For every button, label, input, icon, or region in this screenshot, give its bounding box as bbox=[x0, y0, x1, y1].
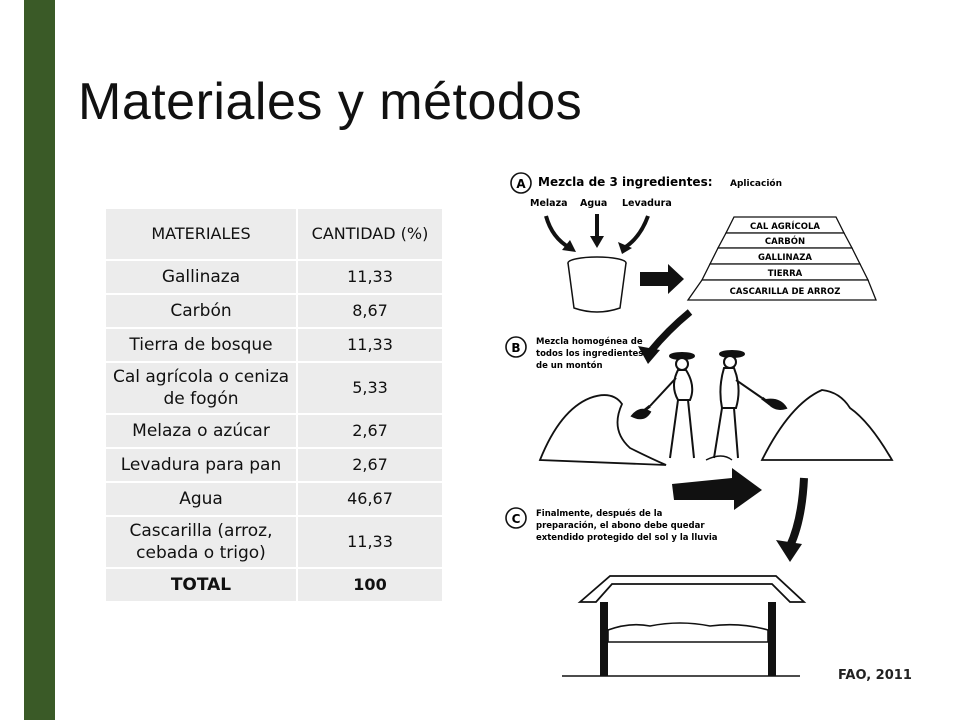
step-c-line-1: Finalmente, después de la bbox=[536, 509, 663, 519]
table-row bbox=[105, 328, 443, 362]
layered-pile bbox=[688, 217, 876, 300]
total-label: TOTAL bbox=[105, 568, 297, 602]
layer-label: CARBÓN bbox=[764, 237, 806, 247]
table-row bbox=[105, 362, 443, 414]
material-cell: Agua bbox=[105, 482, 297, 516]
ingredient-agua: Agua bbox=[580, 198, 608, 209]
application-label: Aplicación bbox=[730, 179, 782, 189]
step-b-line-3: de un montón bbox=[536, 361, 603, 371]
arrow-curve-icon bbox=[650, 312, 690, 352]
bucket-icon bbox=[568, 257, 626, 312]
step-c-line-3: extendido protegido del sol y la lluvia bbox=[536, 533, 718, 543]
material-cell: Levadura para pan bbox=[105, 448, 297, 482]
shelter-icon bbox=[562, 576, 804, 676]
material-cell: Cascarilla (arroz, cebada o trigo) bbox=[105, 516, 297, 568]
column-header-materiales: MATERIALES bbox=[105, 208, 297, 260]
compost-process-diagram bbox=[500, 160, 920, 690]
material-cell: Cal agrícola o ceniza de fogón bbox=[105, 362, 297, 414]
material-cell: Melaza o azúcar bbox=[105, 414, 297, 448]
layer-label: GALLINAZA bbox=[758, 253, 812, 263]
table-header-row bbox=[105, 208, 443, 260]
table-row bbox=[105, 482, 443, 516]
step-c-marker: C bbox=[511, 512, 521, 526]
arrowhead-icon bbox=[590, 236, 604, 248]
compost-pile-left bbox=[540, 395, 666, 465]
cantidad-cell: 11,33 bbox=[297, 516, 443, 568]
step-c bbox=[506, 508, 804, 676]
cantidad-cell: 11,33 bbox=[297, 328, 443, 362]
material-cell: Gallinaza bbox=[105, 260, 297, 294]
step-a-title: Mezcla de 3 ingredientes: bbox=[538, 175, 713, 189]
step-b-line-2: todos los ingredientes bbox=[536, 349, 644, 359]
step-b-line-1: Mezcla homogénea de bbox=[536, 337, 643, 347]
table-row bbox=[105, 260, 443, 294]
image-credit: FAO, 2011 bbox=[838, 668, 912, 683]
cantidad-cell: 5,33 bbox=[297, 362, 443, 414]
arrow-right-icon bbox=[640, 264, 684, 294]
step-a bbox=[511, 173, 876, 364]
compost-pile-right bbox=[762, 390, 892, 460]
ingredient-melaza: Melaza bbox=[530, 198, 568, 209]
step-b-marker: B bbox=[511, 341, 521, 355]
ingredient-levadura: Levadura bbox=[622, 198, 672, 209]
accent-bar bbox=[24, 0, 55, 720]
material-cell: Tierra de bosque bbox=[105, 328, 297, 362]
column-header-cantidad: CANTIDAD (%) bbox=[297, 208, 443, 260]
arrow-right-icon bbox=[672, 468, 762, 510]
cantidad-cell: 2,67 bbox=[297, 414, 443, 448]
cantidad-cell: 8,67 bbox=[297, 294, 443, 328]
arrow-down-icon bbox=[790, 478, 804, 546]
arrowhead-icon bbox=[776, 540, 802, 562]
material-cell: Carbón bbox=[105, 294, 297, 328]
table-row bbox=[105, 414, 443, 448]
cantidad-cell: 2,67 bbox=[297, 448, 443, 482]
table-row bbox=[105, 294, 443, 328]
layer-label: CAL AGRÍCOLA bbox=[750, 222, 820, 232]
materials-table bbox=[104, 207, 444, 603]
table-row bbox=[105, 448, 443, 482]
arrow-melaza-icon bbox=[546, 216, 570, 248]
cantidad-cell: 46,67 bbox=[297, 482, 443, 516]
page-title: Materiales y métodos bbox=[78, 73, 583, 131]
ground-line bbox=[706, 456, 732, 460]
step-c-line-2: preparación, el abono debe quedar bbox=[536, 521, 705, 531]
worker-figure-icon bbox=[632, 353, 694, 458]
layer-label: TIERRA bbox=[767, 269, 803, 279]
table-total-row bbox=[105, 568, 443, 602]
cantidad-cell: 11,33 bbox=[297, 260, 443, 294]
layer-label: CASCARILLA DE ARROZ bbox=[729, 287, 841, 297]
total-value: 100 bbox=[297, 568, 443, 602]
table-row bbox=[105, 516, 443, 568]
step-a-marker: A bbox=[516, 177, 526, 191]
arrow-levadura-icon bbox=[624, 216, 648, 248]
